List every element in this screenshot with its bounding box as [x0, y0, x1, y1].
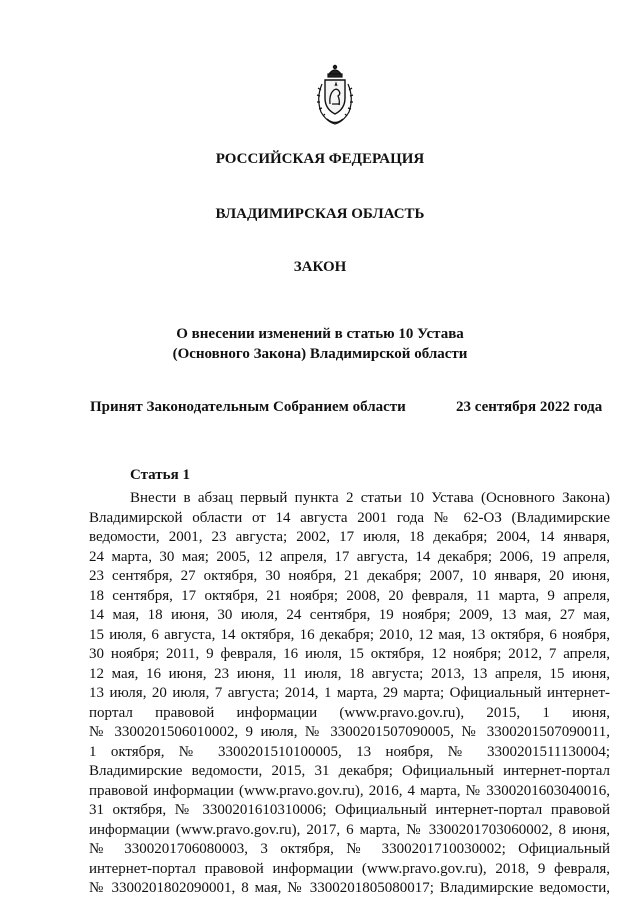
article-line: 24 марта, 30 мая; 2005, 12 апреля, 17 августа, 14 декабря; 2006, 19 апреля, [89, 548, 610, 565]
article-line: 30 ноября; 2011, 9 февраля, 16 июля, 15 октября, 12 ноября; 2012, 7 апреля, [89, 646, 610, 662]
article-line: информации (www.pravo.gov.ru), 2017, 6 марта, № 3300201703060002, 8 июня, [89, 821, 610, 838]
article-body [89, 489, 610, 899]
article-line: 15 июля, 6 августа, 14 октября, 16 декабря; 2010, 12 мая, 13 октября, 6 ноября, [89, 626, 610, 643]
coat-of-arms-emblem [313, 64, 357, 128]
article-line: 14 мая, 18 июня, 30 июля, 24 сентября, 19 ноября; 2009, 13 мая, 27 мая, [89, 607, 610, 623]
article-line: 18 сентября, 17 октября, 21 ноября; 2008, 20 февраля, 11 марта, 9 апреля, [89, 587, 610, 604]
adopted-by-label: Принят Законодательным Собранием области [90, 399, 406, 415]
law-title-line-2: (Основного Закона) Владимирской области [172, 346, 468, 362]
article-line: 1 октября, № 3300201510100005, 13 ноября, № 3300201511130004; [89, 743, 610, 760]
article-title: Статья 1 [130, 467, 190, 483]
country-heading: РОССИЙСКАЯ ФЕДЕРАЦИЯ [215, 151, 425, 167]
article-line: портал правовой информации (www.pravo.gov.ru), 2015, 1 июня, [89, 704, 610, 721]
article-line: Внести в абзац первый пункта 2 статьи 10 Устава (Основного Закона) [130, 490, 610, 506]
article-line: № 3300201802090001, 8 мая, № 3300201805080017; Владимирские ведомости, [89, 880, 610, 896]
article-line: № 3300201506010002, 9 июля, № 3300201507090005, № 3300201507090011, [89, 724, 610, 740]
document-type-heading: ЗАКОН [293, 259, 347, 275]
article-line: правовой информации (www.pravo.gov.ru), 2016, 4 марта, № 3300201603040016, [89, 782, 610, 799]
article-line: ведомости, 2001, 23 августа; 2002, 17 июля, 18 декабря; 2004, 14 января, [89, 529, 610, 545]
article-line: интернет-портал правовой информации (www.pravo.gov.ru), 2018, 9 февраля, [89, 860, 610, 877]
article-line: 13 июля, 20 июля, 7 августа; 2014, 1 марта, 29 марта; Официальный интернет- [89, 685, 610, 701]
article-line: 12 мая, 16 июня, 23 июня, 11 июля, 18 августа; 2013, 13 апреля, 15 июня, [89, 665, 610, 682]
adoption-date: 23 сентября 2022 года [456, 399, 603, 415]
article-line: № 3300201706080003, 3 октября, № 3300201710030002; Официальный [89, 841, 610, 857]
article-line: Владимирские ведомости, 2015, 31 декабря; Официальный интернет-портал [89, 763, 610, 779]
law-title-line-1: О внесении изменений в статью 10 Устава [176, 326, 464, 342]
article-line: Владимирской области от 14 августа 2001 года № 62-ОЗ (Владимирские [89, 509, 610, 526]
region-heading: ВЛАДИМИРСКАЯ ОБЛАСТЬ [215, 206, 425, 222]
article-line: 31 октября, № 3300201610310006; Официальный интернет-портал правовой [89, 802, 610, 818]
article-line: 23 сентября, 27 октября, 30 ноября, 21 декабря; 2007, 10 января, 20 июня, [89, 568, 610, 584]
